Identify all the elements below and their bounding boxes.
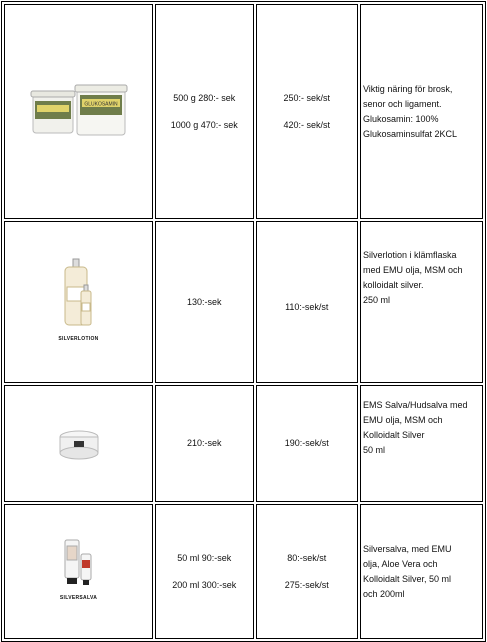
product-image-cell <box>4 4 153 219</box>
member-price-cell <box>256 385 358 502</box>
description-line: olja, Aloe Vera och <box>362 558 438 569</box>
label-text: GLUKOSAMIN <box>83 101 118 107</box>
table-row <box>4 221 483 383</box>
price-line: 1000 g 470:- sek <box>170 119 238 130</box>
member-price-cell <box>256 4 358 219</box>
price-line: 50 ml 90:-sek <box>177 552 232 563</box>
description-line: Glukosamin: 100% <box>362 113 439 124</box>
member-price-line: 80:-sek/st <box>287 552 327 563</box>
price-line: 130:-sek <box>187 296 222 307</box>
description-line: EMU olja, MSM och <box>362 415 443 425</box>
description-line: kolloidalt silver. <box>362 280 424 290</box>
description-line: Silversalva, med EMU <box>362 543 452 554</box>
member-price-line: 190:-sek/st <box>284 438 329 448</box>
description-line: och 200ml <box>362 588 405 599</box>
description-line: senor och ligament. <box>362 98 442 109</box>
product-image-cell <box>4 221 153 383</box>
table-row <box>4 385 483 502</box>
description-line: Silverlotion i klämflaska <box>362 250 457 260</box>
price-cell <box>155 385 253 502</box>
member-price-line: 110:-sek/st <box>285 301 329 312</box>
member-price-line: 420:- sek/st <box>283 119 330 130</box>
description-line: Kolloidalt Silver, 50 ml <box>362 573 452 584</box>
product-caption: SILVERSALVA <box>59 594 98 601</box>
product-table <box>1 1 486 642</box>
description-line: Viktig näring för brosk, <box>362 83 453 94</box>
ems-salve-jar-image <box>57 428 101 460</box>
description-line: 250 ml <box>362 295 390 305</box>
description-line: 50 ml <box>362 445 385 455</box>
glucosamine-tubs-image <box>29 81 129 143</box>
description-line: Kolloidalt Silver <box>362 430 425 440</box>
silverlotion-bottles-image <box>54 257 104 329</box>
description-cell <box>360 385 483 502</box>
table-row <box>4 4 483 219</box>
product-caption: SILVERLOTION <box>58 336 99 342</box>
description-line: med EMU olja, MSM och <box>362 265 463 275</box>
price-line: 210:-sek <box>187 438 222 448</box>
silversalva-tubes-image <box>59 538 99 588</box>
price-cell <box>155 4 253 219</box>
description-cell <box>360 221 483 383</box>
description-line: Glukosaminsulfat 2KCL <box>362 128 458 139</box>
product-image-cell <box>4 385 153 502</box>
description-line: EMS Salva/Hudsalva med <box>362 400 468 410</box>
member-price-line: 250:- sek/st <box>283 92 330 103</box>
price-cell <box>155 221 253 383</box>
price-line: 500 g 280:- sek <box>173 92 236 103</box>
description-cell <box>360 4 483 219</box>
member-price-cell <box>256 221 358 383</box>
member-price-line: 275:-sek/st <box>284 579 329 590</box>
price-line: 200 ml 300:-sek <box>172 579 237 590</box>
